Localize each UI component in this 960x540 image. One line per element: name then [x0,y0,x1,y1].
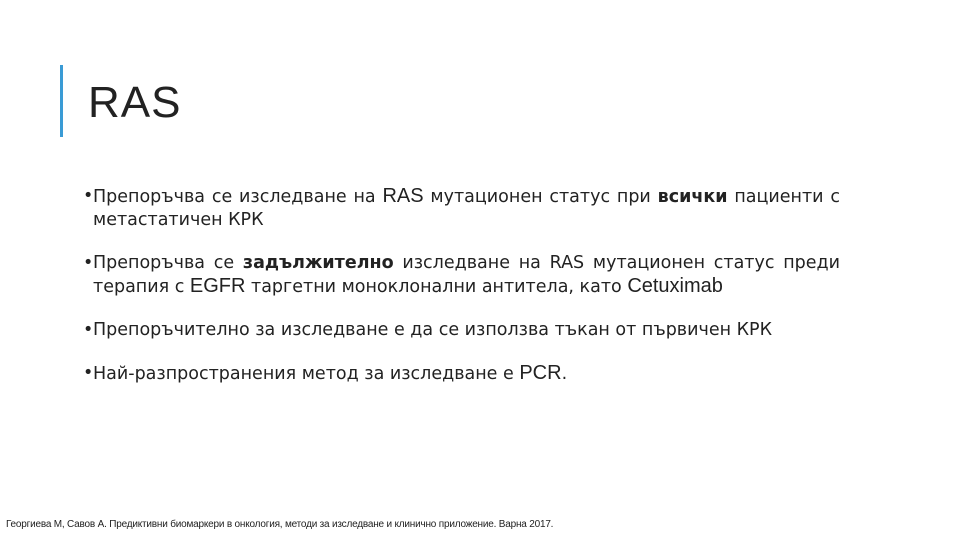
bullet-text: Препоръчва се изследване на [93,187,383,207]
bullet-item [85,319,840,342]
bullet-term: RAS [382,185,424,207]
bullet-text: изследване на RAS мутационен статус преди терапия с [93,253,841,297]
bullet-term: EGFR [189,275,246,297]
bullet-term: PCR [519,362,562,384]
bullet-item [85,252,840,299]
bullet-text: Най-разпространения метод за изследване е [93,364,520,384]
bullet-item [85,185,840,232]
bullet-text: Препоръчва се [93,253,243,273]
slide-title: RAS [88,78,182,127]
bullet-item [85,362,840,386]
bullet-text: пациенти с метастатичен КРК [93,187,840,230]
bullet-emphasis: всички [657,187,728,207]
bullet-text: таргетни моноклонални антитела, като [245,277,628,297]
bullet-list [85,185,840,406]
citation-footer: Георгиева М, Савов А. Предиктивни биомаркери в онкология, методи за изследване и клинично приложение. Варна 2017. [6,519,554,530]
bullet-term: Cetuximab [627,275,723,297]
bullet-emphasis: задължително [242,253,394,273]
bullet-text: мутационен статус при [423,187,658,207]
bullet-text: . [561,364,568,384]
bullet-text: Препоръчително за изследване е да се използва тъкан от първичен КРК [93,320,772,340]
title-accent-bar [60,65,63,137]
